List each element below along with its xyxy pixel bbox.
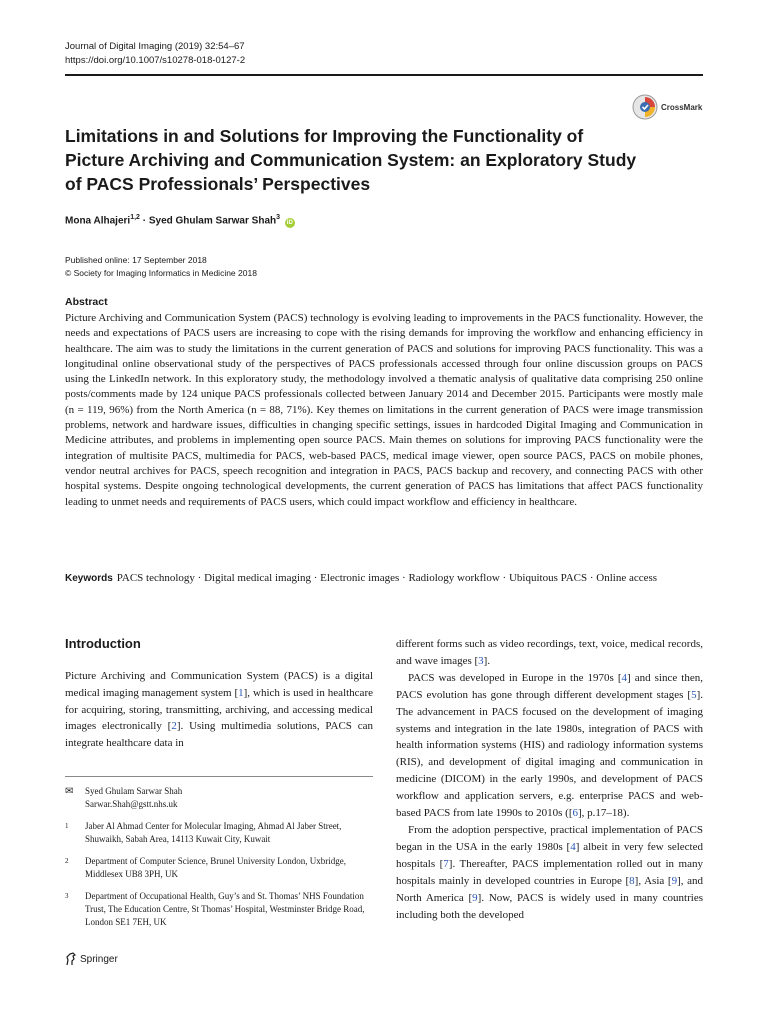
affiliation-text: Department of Occupational Health, Guy’s and St. Thomas’ NHS Foundation Trust, The Education Centre, St Thomas’ Hospital, Westminster Bridge Road, London SE1 7EH, UK xyxy=(85,891,365,927)
body-text: ], Asia [ xyxy=(634,874,672,887)
body-text: ] albeit in very few selected hospitals [ xyxy=(396,840,703,870)
corresponding-author-name: Syed Ghulam Sarwar Shah xyxy=(85,786,183,796)
introduction-right-column xyxy=(396,636,703,923)
affiliation-note xyxy=(65,890,373,929)
body-paragraph xyxy=(396,822,703,923)
affiliation-note xyxy=(65,820,373,846)
body-text: different forms such as video recordings, text, voice, medical records, and wave images [ xyxy=(396,638,703,667)
citation-link[interactable]: 8 xyxy=(629,874,635,887)
citation-link[interactable]: 3 xyxy=(478,654,484,667)
doi-link[interactable]: https://doi.org/10.1007/s10278-018-0127-2 xyxy=(65,55,246,66)
abstract-body: Picture Archiving and Communication System (PACS) technology is evolving leading to improvements in the PACS functionality. However, the needs and expectations of PACS users are increasing to cope with the rising demands for improving the workflow and enhancing efficiency in healthcare. The aim was to study the limitations in the current generation of PACS and solutions for improving PACS functionality. This was a longitudinal online observational study of the perspectives of PACS professionals accessed through four online discussion groups on PACS using the LinkedIn network. In this exploratory study, the methodology involved a thematic analysis of qualitative data comprising 250 online posts/comments made by 124 unique PACS professionals collected between January 2014 and December 2015. Participants were mostly male (n = 119, 96%) from the North America (n = 88, 71%). Key themes on limitations in the current generation of PACS were image transmission problems, network and hardware issues, difficulties in changing specific settings, issues in hardcoded Digital Imaging and Communication in Medicine attributes, and problems in implementing open source PACS. Main themes on solutions for improving PACS functionality were the integration of multisite PACS, multimedia for PACS, web-based PACS, medical image viewer, open source PACS, PACS on mobile phones, vendor neutral archives for PACS, speech recognition and integration in PACS, PACS backup and recovery, and connecting PACS with other hospital systems. Despite ongoing technological developments, the current generation of PACS has limitations that affect PACS functionality leading to unmet needs and requirements of PACS users, which could impact workflow and efficiency in healthcare. xyxy=(65,312,703,508)
abstract-heading: Abstract xyxy=(65,296,108,308)
citation-link[interactable]: 5 xyxy=(691,688,697,701)
body-paragraph xyxy=(396,636,703,670)
body-text: ]. xyxy=(483,654,491,667)
copyright-line: © Society for Imaging Informatics in Medicine 2018 xyxy=(65,268,257,278)
keywords-label: Keywords xyxy=(65,573,113,584)
orcid-icon[interactable]: iD xyxy=(286,220,293,227)
footnote-marker: 2 xyxy=(65,857,69,865)
body-text: ], which is used in healthcare for acquiring, storing, transmitting, archiving, and accessing medical images electronically [ xyxy=(65,686,373,733)
crossmark-badge[interactable] xyxy=(632,94,702,120)
affiliation-text: Jaber Al Ahmad Center for Molecular Imaging, Ahmad Al Jaber Street, Shuwaikh, Sabah Area, 14113 Kuwait City, Kuwait xyxy=(85,821,342,844)
body-text: ], p.17–18). xyxy=(578,807,630,820)
citation-link[interactable]: 7 xyxy=(443,857,449,870)
author-name[interactable]: Syed Ghulam Sarwar Shah xyxy=(148,215,277,227)
body-paragraph xyxy=(396,670,703,822)
crossmark-label: CrossMark xyxy=(661,102,703,112)
citation-link[interactable]: 4 xyxy=(570,840,576,853)
citation-link[interactable]: 9 xyxy=(472,891,478,904)
journal-citation: Journal of Digital Imaging (2019) 32:54–67 xyxy=(65,41,245,52)
keywords-list: PACS technology · Digital medical imaging · Electronic images · Radiology workflow · Ubiquitous PACS · Online access xyxy=(116,572,658,584)
corresponding-author-email[interactable]: Sarwar.Shah@gstt.nhs.uk xyxy=(85,799,178,809)
footnote-marker: 3 xyxy=(65,892,69,900)
affiliation-note xyxy=(65,855,373,881)
footnotes xyxy=(65,776,373,938)
springer-horse-icon xyxy=(65,952,77,966)
header-rule xyxy=(65,74,703,76)
affiliation-text: Department of Computer Science, Brunel University London, Uxbridge, Middlesex UB8 3PH, UK xyxy=(85,856,346,879)
citation-link[interactable]: 4 xyxy=(621,671,627,684)
keywords-section xyxy=(65,571,703,587)
author-name[interactable]: Mona Alhajeri xyxy=(65,215,131,227)
author-line xyxy=(65,214,295,228)
publisher-footer xyxy=(65,952,118,966)
body-text: ], and North America [ xyxy=(396,874,704,904)
envelope-icon: ✉ xyxy=(65,786,74,797)
footnote-marker: 1 xyxy=(65,822,69,830)
introduction-left-column xyxy=(65,668,373,752)
citation-link[interactable]: 9 xyxy=(671,874,678,887)
affiliation-marker: 3 xyxy=(276,214,281,221)
body-text: ] and since then, PACS evolution has gone through different development stages [ xyxy=(396,671,703,701)
affiliation-marker: 1,2 xyxy=(130,214,140,221)
crossmark-icon xyxy=(632,94,658,120)
journal-header xyxy=(65,40,245,68)
body-text: ]. Thereafter, PACS implementation rolled out in many hospitals mainly in developed countries in Europe [ xyxy=(396,857,703,887)
body-text: PACS was developed in Europe in the 1970s [ xyxy=(408,671,622,684)
citation-link[interactable]: 1 xyxy=(238,686,244,699)
body-text: From the adoption perspective, practical implementation of PACS began in the USA in the early 1980s [ xyxy=(396,823,703,853)
body-text: Picture Archiving and Communication System (PACS) is a digital medical imaging management system [ xyxy=(65,670,373,699)
corresponding-author-note xyxy=(65,785,373,811)
body-text: ]. Now, PACS is widely used in many countries including both the developed xyxy=(396,891,703,921)
article-title: Limitations in and Solutions for Improving the Functionality of Picture Archiving and Communication System: an Exploratory Study of PACS Professionals’ Perspectives xyxy=(65,126,637,194)
citation-link[interactable]: 6 xyxy=(572,807,579,820)
publisher-name: Springer xyxy=(80,953,118,965)
publication-info xyxy=(65,254,257,280)
citation-link[interactable]: 2 xyxy=(171,720,177,733)
introduction-heading: Introduction xyxy=(65,636,141,651)
body-text: ]. The advancement in PACS focused on the development of imaging systems and integration in the late 1980s, integration of PACS with health information systems (HIS) and radiology information systems (RIS), and development of digital imaging and communication in medicine (DICOM) in the early 1990s, and development of PACS workflow and application servers, e.g. enterprise PACS and web-based PACS from late 1990s to 2010s ([ xyxy=(396,688,703,820)
author-separator: · xyxy=(142,215,147,227)
published-date: Published online: 17 September 2018 xyxy=(65,255,207,265)
body-text: ]. Using multimedia solutions, PACS can integrate healthcare data in xyxy=(65,720,373,750)
